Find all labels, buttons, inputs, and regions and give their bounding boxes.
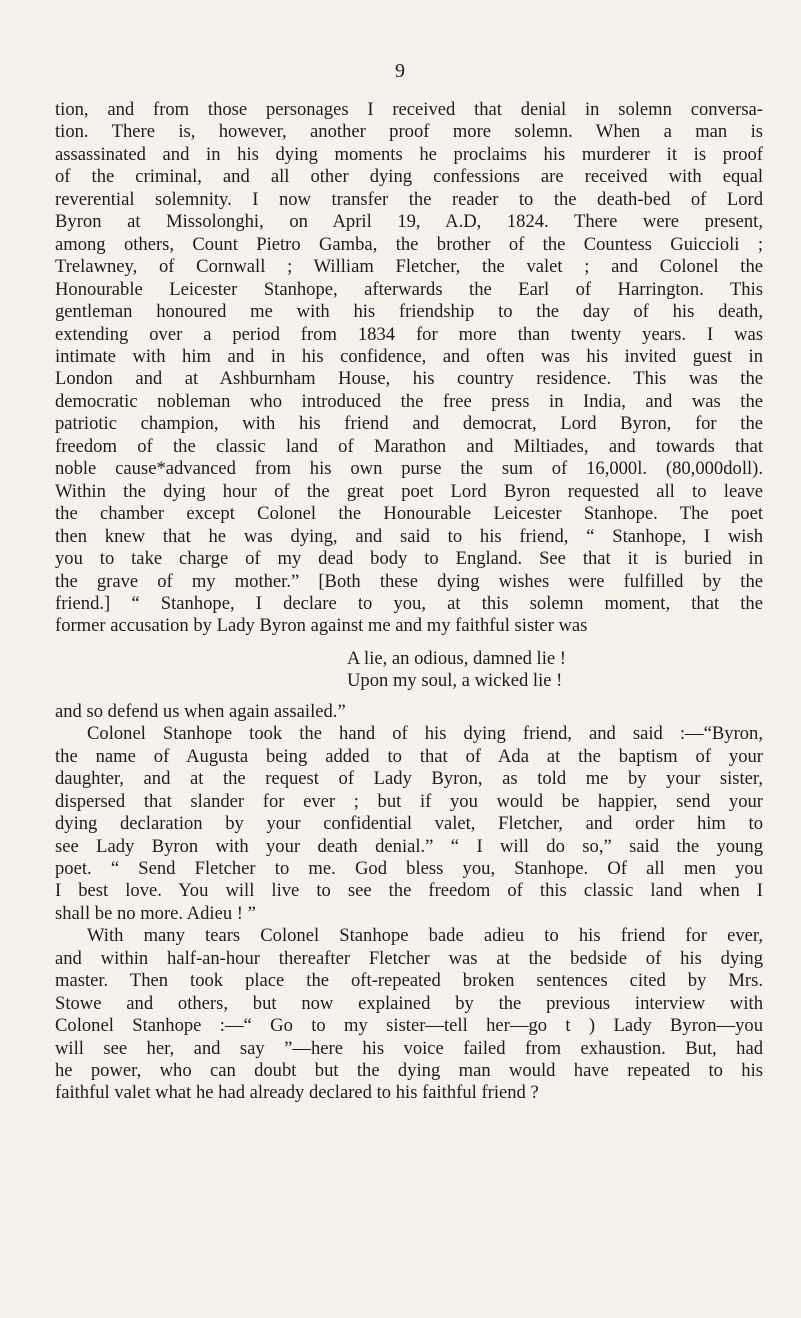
text-line: among others, Count Pietro Gamba, the brother of the Countess Guiccioli ; — [55, 233, 763, 255]
verse-line: A lie, an odious, damned lie ! — [347, 647, 566, 669]
text-line: of the criminal, and all other dying confessions are received with equal — [55, 166, 763, 188]
text-line: extending over a period from 1834 for more than twenty years. I was — [55, 323, 763, 345]
paragraph-continuation — [55, 701, 763, 723]
text-line: London and at Ashburnham House, his country residence. This was the — [55, 368, 763, 390]
paragraph-3 — [55, 925, 763, 1105]
text-line: Within the dying hour of the great poet Lord Byron requested all to leave — [55, 480, 763, 502]
text-line: patriotic champion, with his friend and democrat, Lord Byron, for the — [55, 413, 763, 435]
text-line: democratic nobleman who introduced the free press in India, and was the — [55, 390, 763, 412]
paragraph-2 — [55, 723, 763, 925]
text-line: reverential solemnity. I now transfer the reader to the death-bed of Lord — [55, 188, 763, 210]
text-line: and within half-an-hour thereafter Fletcher was at the bedside of his dying — [55, 947, 763, 969]
text-line: tion, and from those personages I received that denial in solemn conversa- — [55, 99, 763, 120]
verse-quote — [55, 648, 763, 693]
text-line: intimate with him and in his confidence, and often was his invited guest in — [55, 345, 763, 367]
text-line: you to take charge of my dead body to England. See that it is buried in — [55, 548, 763, 570]
text-line: noble cause*advanced from his own purse the sum of 16,000l. (80,000doll). — [55, 458, 763, 480]
page-number: 9 — [395, 60, 405, 82]
text-line: the name of Augusta being added to that of Ada at the baptism of your — [55, 745, 763, 767]
text-line: I best love. You will live to see the freedom of this classic land when I — [55, 880, 763, 902]
text-line: assassinated and in his dying moments he proclaims his murderer it is proof — [55, 143, 763, 165]
text-line: shall be no more. Adieu ! ” — [55, 902, 256, 924]
text-line: With many tears Colonel Stanhope bade adieu to his friend for ever, — [87, 925, 763, 947]
text-line: then knew that he was dying, and said to his friend, “ Stanhope, I wish — [55, 525, 763, 547]
text-line: Stowe and others, but now explained by the previous interview with — [55, 992, 763, 1014]
text-line: poet. “ Send Fletcher to me. God bless you, Stanhope. Of all men you — [55, 857, 763, 879]
text-line: freedom of the classic land of Marathon and Miltiades, and towards that — [55, 435, 763, 457]
text-line: the chamber except Colonel the Honourable Leicester Stanhope. The poet — [55, 503, 763, 525]
text-line: he power, who can doubt but the dying man would have repeated to his — [55, 1060, 763, 1082]
text-line: master. Then took place the oft-repeated broken sentences cited by Mrs. — [55, 970, 763, 992]
text-line: see Lady Byron with your death denial.” “ I will do so,” said the young — [55, 835, 763, 857]
text-line: the grave of my mother.” [Both these dying wishes were fulfilled by the — [55, 570, 763, 592]
paragraph-1 — [55, 99, 763, 638]
text-line: dispersed that slander for ever ; but if you would be happier, send your — [55, 790, 763, 812]
text-line: and so defend us when again assailed.” — [55, 700, 346, 722]
text-line: Colonel Stanhope took the hand of his dying friend, and said :—“Byron, — [87, 723, 763, 745]
text-line: former accusation by Lady Byron against me and my faithful sister was — [55, 615, 588, 637]
text-line: dying declaration by your confidential valet, Fletcher, and order him to — [55, 813, 763, 835]
text-line: Colonel Stanhope :—“ Go to my sister—tell her—go t ) Lady Byron—you — [55, 1015, 763, 1037]
text-line: will see her, and say ”—here his voice failed from exhaustion. But, had — [55, 1037, 763, 1059]
text-line: Honourable Leicester Stanhope, afterwards the Earl of Harrington. This — [55, 278, 763, 300]
text-line: tion. There is, however, another proof more solemn. When a man is — [55, 121, 763, 143]
text-line: daughter, and at the request of Lady Byron, as told me by your sister, — [55, 768, 763, 790]
text-line: Byron at Missolonghi, on April 19, A.D, 1824. There were present, — [55, 211, 763, 233]
text-line: Trelawney, of Cornwall ; William Fletcher, the valet ; and Colonel the — [55, 256, 763, 278]
text-line: gentleman honoured me with his friendship to the day of his death, — [55, 301, 763, 323]
text-line: friend.] “ Stanhope, I declare to you, at this solemn moment, that the — [55, 592, 763, 614]
body-text — [55, 99, 763, 1105]
text-line: faithful valet what he had already declared to his faithful friend ? — [55, 1082, 539, 1104]
verse-line: Upon my soul, a wicked lie ! — [347, 670, 563, 692]
